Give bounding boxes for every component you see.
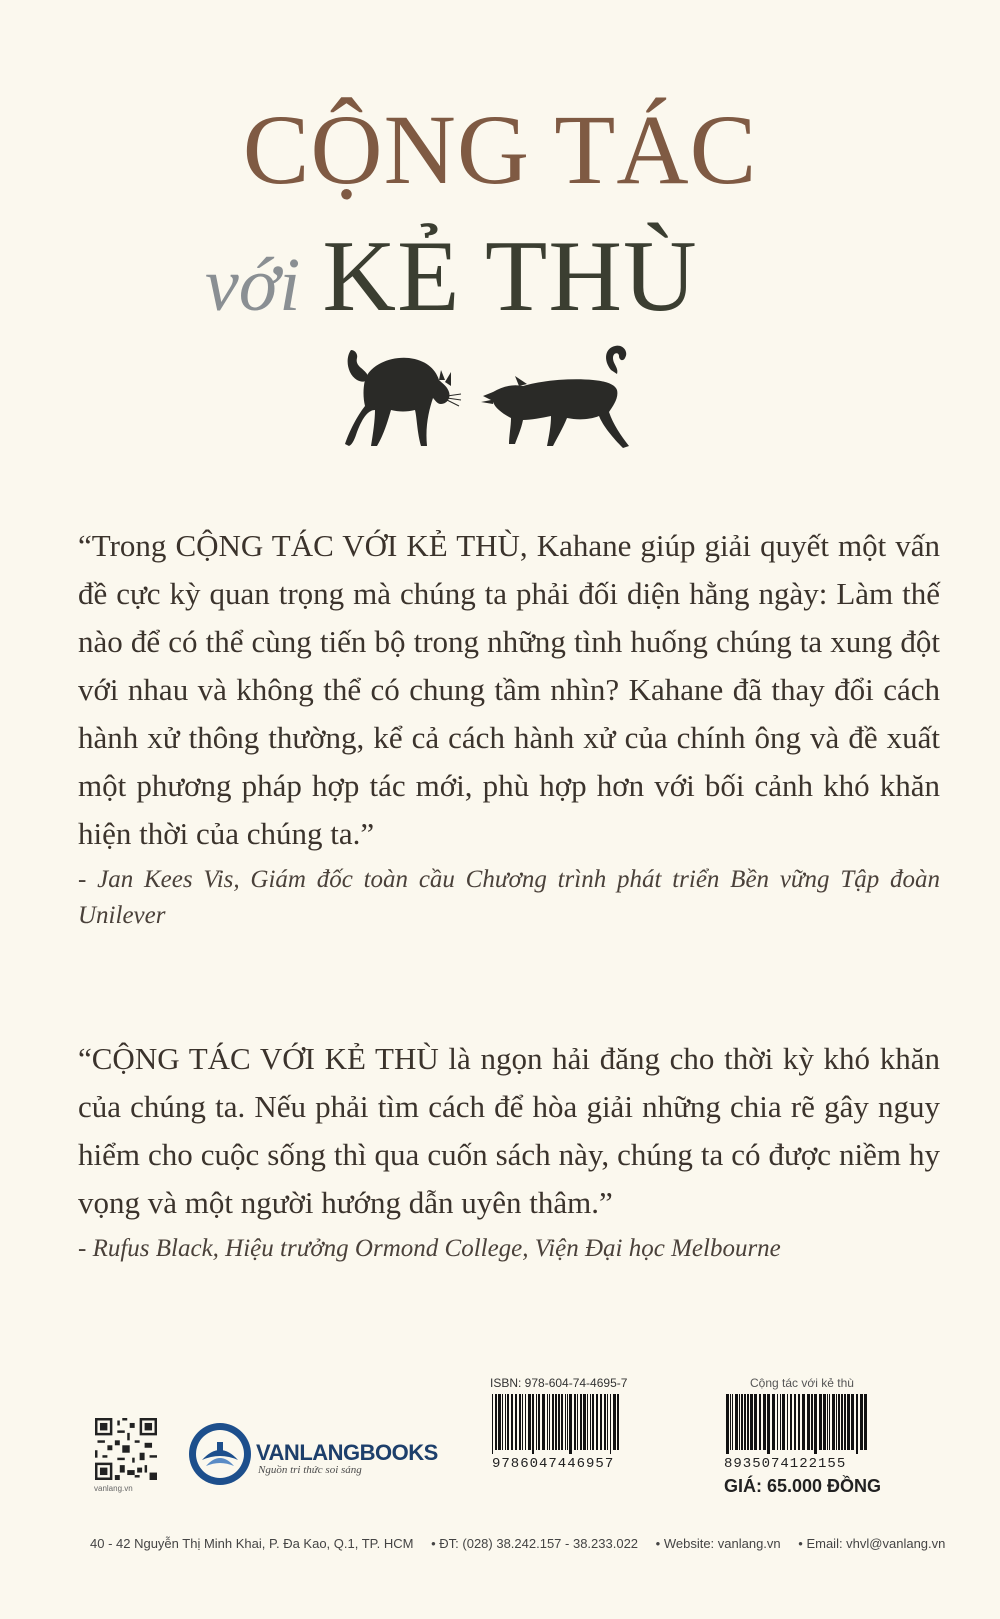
barcode-bar	[574, 1394, 576, 1450]
barcode-bar	[750, 1394, 753, 1450]
barcode-bar	[565, 1394, 566, 1450]
title-word-voi: với	[205, 243, 301, 327]
barcode-bar	[515, 1394, 517, 1450]
barcode-bar	[532, 1394, 534, 1454]
barcode-bar	[617, 1394, 619, 1450]
price-label: GIÁ: 65.000 ĐỒNG	[724, 1476, 882, 1496]
barcode-bar	[525, 1394, 526, 1450]
barcode-bar	[596, 1394, 598, 1450]
barcode-bar	[536, 1394, 537, 1450]
title-line-2	[205, 220, 698, 333]
barcode-bar	[847, 1394, 850, 1450]
barcode-bar	[780, 1394, 781, 1450]
barcode-bar	[538, 1394, 540, 1450]
barcode-bar	[726, 1394, 729, 1454]
barcode-bar	[592, 1394, 594, 1450]
publisher-tagline: Nguồn tri thức soi sáng	[258, 1464, 362, 1476]
barcode-bar	[836, 1394, 837, 1450]
barcode-bar	[787, 1394, 788, 1450]
barcode-bar	[747, 1394, 749, 1450]
barcode-bar	[569, 1394, 572, 1454]
qr-caption: vanlang.vn	[94, 1484, 133, 1493]
ean-barcode	[724, 1394, 939, 1454]
publisher-contact-footer	[90, 1536, 990, 1551]
cover-title	[0, 0, 1000, 340]
barcode-bar	[777, 1394, 778, 1450]
qr-code-icon	[95, 1418, 157, 1480]
endorsement-quote-2	[78, 1035, 940, 1267]
barcode-bar	[739, 1394, 740, 1450]
endorsement-quote-1	[78, 522, 940, 934]
barcode-bar	[767, 1394, 770, 1454]
barcode-bar	[590, 1394, 591, 1450]
isbn-barcode-number: 9786047446957	[492, 1456, 615, 1472]
cat-icon	[345, 350, 461, 446]
barcode-bar	[558, 1394, 560, 1450]
barcode-bar	[798, 1394, 800, 1450]
barcode-bar	[600, 1394, 602, 1450]
barcode-bar	[552, 1394, 554, 1450]
barcode-bar	[730, 1394, 731, 1450]
barcode-bar	[549, 1394, 550, 1450]
barcode-bar	[561, 1394, 563, 1450]
barcode-bar	[802, 1394, 805, 1450]
barcode-bar	[567, 1394, 568, 1450]
barcode-bar	[610, 1394, 611, 1454]
barcode-bar	[735, 1394, 738, 1450]
barcode-bar	[492, 1394, 493, 1454]
footer-email: • Email: vhvl@vanlang.vn	[798, 1536, 946, 1551]
barcode-bar	[580, 1394, 582, 1450]
barcode-bar	[772, 1394, 775, 1450]
barcode-bar	[759, 1394, 761, 1450]
barcode-bar	[829, 1394, 830, 1450]
footer-phone: • ĐT: (028) 38.242.157 - 38.233.022	[431, 1536, 639, 1551]
title-line-1: CỘNG TÁC	[242, 94, 758, 205]
barcode-bar	[732, 1394, 733, 1450]
barcode-bar	[814, 1394, 817, 1454]
barcode-bar	[522, 1394, 523, 1450]
barcode-bar	[604, 1394, 606, 1450]
barcode-bar	[507, 1394, 509, 1450]
isbn-label: ISBN: 978-604-74-4695-7	[490, 1376, 628, 1390]
barcode-bar	[782, 1394, 785, 1450]
barcode-bar	[613, 1394, 616, 1450]
barcode-bar	[811, 1394, 813, 1450]
barcode-bar	[838, 1394, 840, 1450]
quote-text: “CỘNG TÁC VỚI KẺ THÙ là ngọn hải đăng cho thời kỳ khó khăn của chúng ta. Nếu phải tìm cách để hòa giải những chia rẽ gây nguy hiểm cho cuộc sống thì qua cuốn sách này, chúng ta có được niềm hy vọng và một người hướng dẫn uyên thâm.”	[78, 1041, 940, 1220]
barcode-bar	[790, 1394, 792, 1450]
barcode-bar	[577, 1394, 578, 1450]
barcode-bar	[819, 1394, 822, 1450]
title-word-ke-thu: KẺ THÙ	[322, 220, 698, 333]
barcode-bar	[495, 1394, 497, 1450]
publisher-name: VANLANGBOOKS	[256, 1440, 438, 1465]
barcode-bar	[542, 1394, 545, 1450]
quote-attribution: - Rufus Black, Hiệu trưởng Ormond College, Viện Đại học Melbourne	[78, 1235, 781, 1262]
barcode-bar	[528, 1394, 531, 1450]
barcode-bar	[754, 1394, 757, 1450]
barcode-bar	[498, 1394, 501, 1450]
barcode-bar	[511, 1394, 513, 1450]
barcode-bar	[823, 1394, 826, 1450]
barcode-bar	[832, 1394, 835, 1450]
barcode-bar	[856, 1394, 858, 1454]
barcode-bar	[744, 1394, 746, 1450]
barcode-bar	[505, 1394, 506, 1450]
publisher-logo	[186, 1420, 476, 1500]
barcode-bar	[794, 1394, 796, 1450]
barcode-block	[480, 1370, 950, 1496]
barcode-bar	[827, 1394, 828, 1450]
ean-barcode-number: 8935074122155	[724, 1456, 847, 1472]
cat-and-dog-illustration	[343, 340, 643, 460]
barcode-bar	[587, 1394, 588, 1450]
barcode-bar	[502, 1394, 503, 1450]
barcode-bar	[583, 1394, 586, 1450]
barcode-bar	[519, 1394, 521, 1450]
barcode-bar	[807, 1394, 810, 1450]
isbn-barcode	[490, 1394, 705, 1454]
barcode-bar	[555, 1394, 557, 1450]
book-title-small: Cộng tác với kẻ thù	[750, 1376, 854, 1390]
barcode-bar	[851, 1394, 854, 1450]
barcode-bar	[547, 1394, 548, 1450]
footer-website: • Website: vanlang.vn	[655, 1536, 781, 1551]
quote-text: “Trong CỘNG TÁC VỚI KẺ THÙ, Kahane giúp giải quyết một vấn đề cực kỳ quan trọng mà chúng ta phải đối diện hằng ngày: Làm thế nào để có thể cùng tiến bộ trong những tình huống chúng ta xung đột với nhau và không thể có chung tầm nhìn? Kahane đã thay đổi cách hành xử thông thường, kể cả cách hành xử của chính ông và đề xuất một phương pháp hợp tác mới, phù hợp hơn với bối cảnh khó khăn hiện thời của chúng ta.”	[78, 528, 940, 851]
publisher-emblem-icon	[186, 1420, 254, 1488]
barcode-bar	[841, 1394, 843, 1450]
barcode-bar	[860, 1394, 863, 1450]
barcode-bar	[844, 1394, 846, 1450]
dog-icon	[481, 346, 629, 448]
barcode-bar	[607, 1394, 608, 1450]
barcode-bar	[864, 1394, 867, 1450]
footer-address: 40 - 42 Nguyễn Thị Minh Khai, P. Đa Kao, Q.1, TP. HCM	[90, 1536, 414, 1551]
barcode-bar	[763, 1394, 766, 1450]
quote-attribution: - Jan Kees Vis, Giám đốc toàn cầu Chương trình phát triển Bền vững Tập đoàn Unilever	[78, 866, 940, 929]
barcode-bar	[741, 1394, 743, 1450]
